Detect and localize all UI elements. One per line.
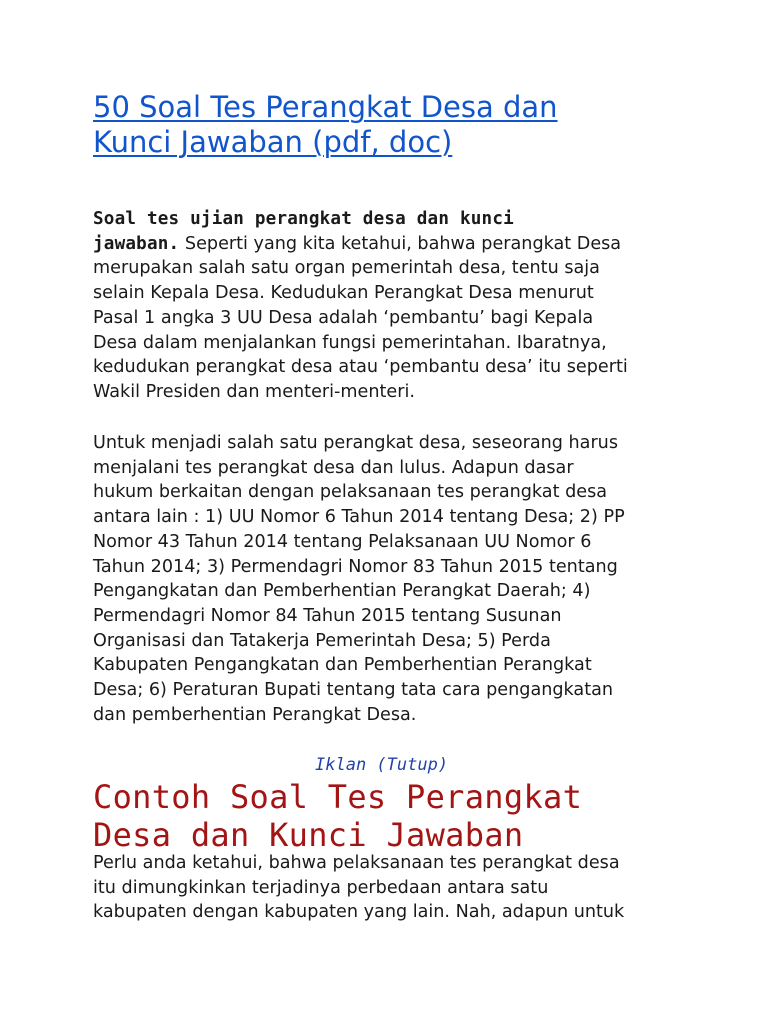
section-body-line: kabupaten dengan kabupaten yang lain. Nah, adapun untuk	[93, 902, 625, 923]
title-line-1: 50 Soal Tes Perangkat Desa dan	[93, 90, 558, 124]
intro-line-2	[93, 232, 683, 257]
legal-line: Kabupaten Pengangkatan dan Pemberhentian Perangkat	[93, 655, 592, 676]
legal-line: Nomor 43 Tahun 2014 tentang Pelaksanaan UU Nomor 6	[93, 531, 592, 552]
section-body-line: Perlu anda ketahui, bahwa pelaksanaan tes perangkat desa	[93, 853, 620, 873]
legal-line: antara lain : 1) UU Nomor 6 Tahun 2014 tentang Desa; 2) PP	[93, 507, 625, 528]
intro-bold-lead-2: jawaban.	[93, 233, 180, 254]
intro-line-3: merupakan salah satu organ pemerintah desa, tentu saja	[93, 258, 600, 279]
document-page	[93, 0, 693, 1024]
intro-line-1	[93, 207, 683, 232]
intro-line-2-rest: Seperti yang kita ketahui, bahwa perangkat Desa	[179, 233, 622, 254]
intro-line-5: Pasal 1 angka 3 UU Desa adalah ‘pembantu’ bagi Kepala	[93, 307, 594, 328]
section-heading-line-1: Contoh Soal Tes Perangkat	[93, 778, 583, 816]
legal-basis-paragraph	[93, 431, 683, 727]
intro-paragraph	[93, 207, 683, 405]
section-heading-line-2: Desa dan Kunci Jawaban	[93, 816, 524, 854]
legal-line: Permendagri Nomor 84 Tahun 2015 tentang Susunan	[93, 605, 562, 626]
legal-line: hukum berkaitan dengan pelaksanaan tes perangkat desa	[93, 482, 608, 503]
legal-line: Untuk menjadi salah satu perangkat desa, seseorang harus	[93, 433, 618, 453]
intro-line-8: Wakil Presiden dan menteri-menteri.	[93, 381, 415, 402]
intro-line-4: selain Kepala Desa. Kedudukan Perangkat Desa menurut	[93, 283, 594, 304]
ad-close-link[interactable]: Iklan (Tutup)	[315, 755, 449, 775]
section-body-paragraph	[93, 851, 683, 925]
title-line-2: Kunci Jawaban (pdf, doc)	[93, 125, 453, 159]
article-title-link[interactable]	[93, 90, 653, 160]
legal-line: Pengangkatan dan Pemberhentian Perangkat Daerah; 4)	[93, 581, 591, 602]
section-heading	[93, 778, 693, 854]
legal-line: Tahun 2014; 3) Permendagri Nomor 83 Tahun 2015 tentang	[93, 556, 618, 577]
section-body-line: itu dimungkinkan terjadinya perbedaan antara satu	[93, 877, 549, 898]
legal-line: Organisasi dan Tatakerja Pemerintah Desa; 5) Perda	[93, 630, 551, 651]
intro-line-6: Desa dalam menjalankan fungsi pemerintahan. Ibaratnya,	[93, 332, 607, 353]
intro-bold-lead-1: Soal tes ujian perangkat desa dan kunci	[93, 209, 514, 229]
intro-line-7: kedudukan perangkat desa atau ‘pembantu desa’ itu seperti	[93, 357, 628, 378]
legal-line: menjalani tes perangkat desa dan lulus. Adapun dasar	[93, 457, 574, 478]
legal-line: dan pemberhentian Perangkat Desa.	[93, 704, 417, 725]
legal-line: Desa; 6) Peraturan Bupati tentang tata cara pengangkatan	[93, 680, 614, 701]
